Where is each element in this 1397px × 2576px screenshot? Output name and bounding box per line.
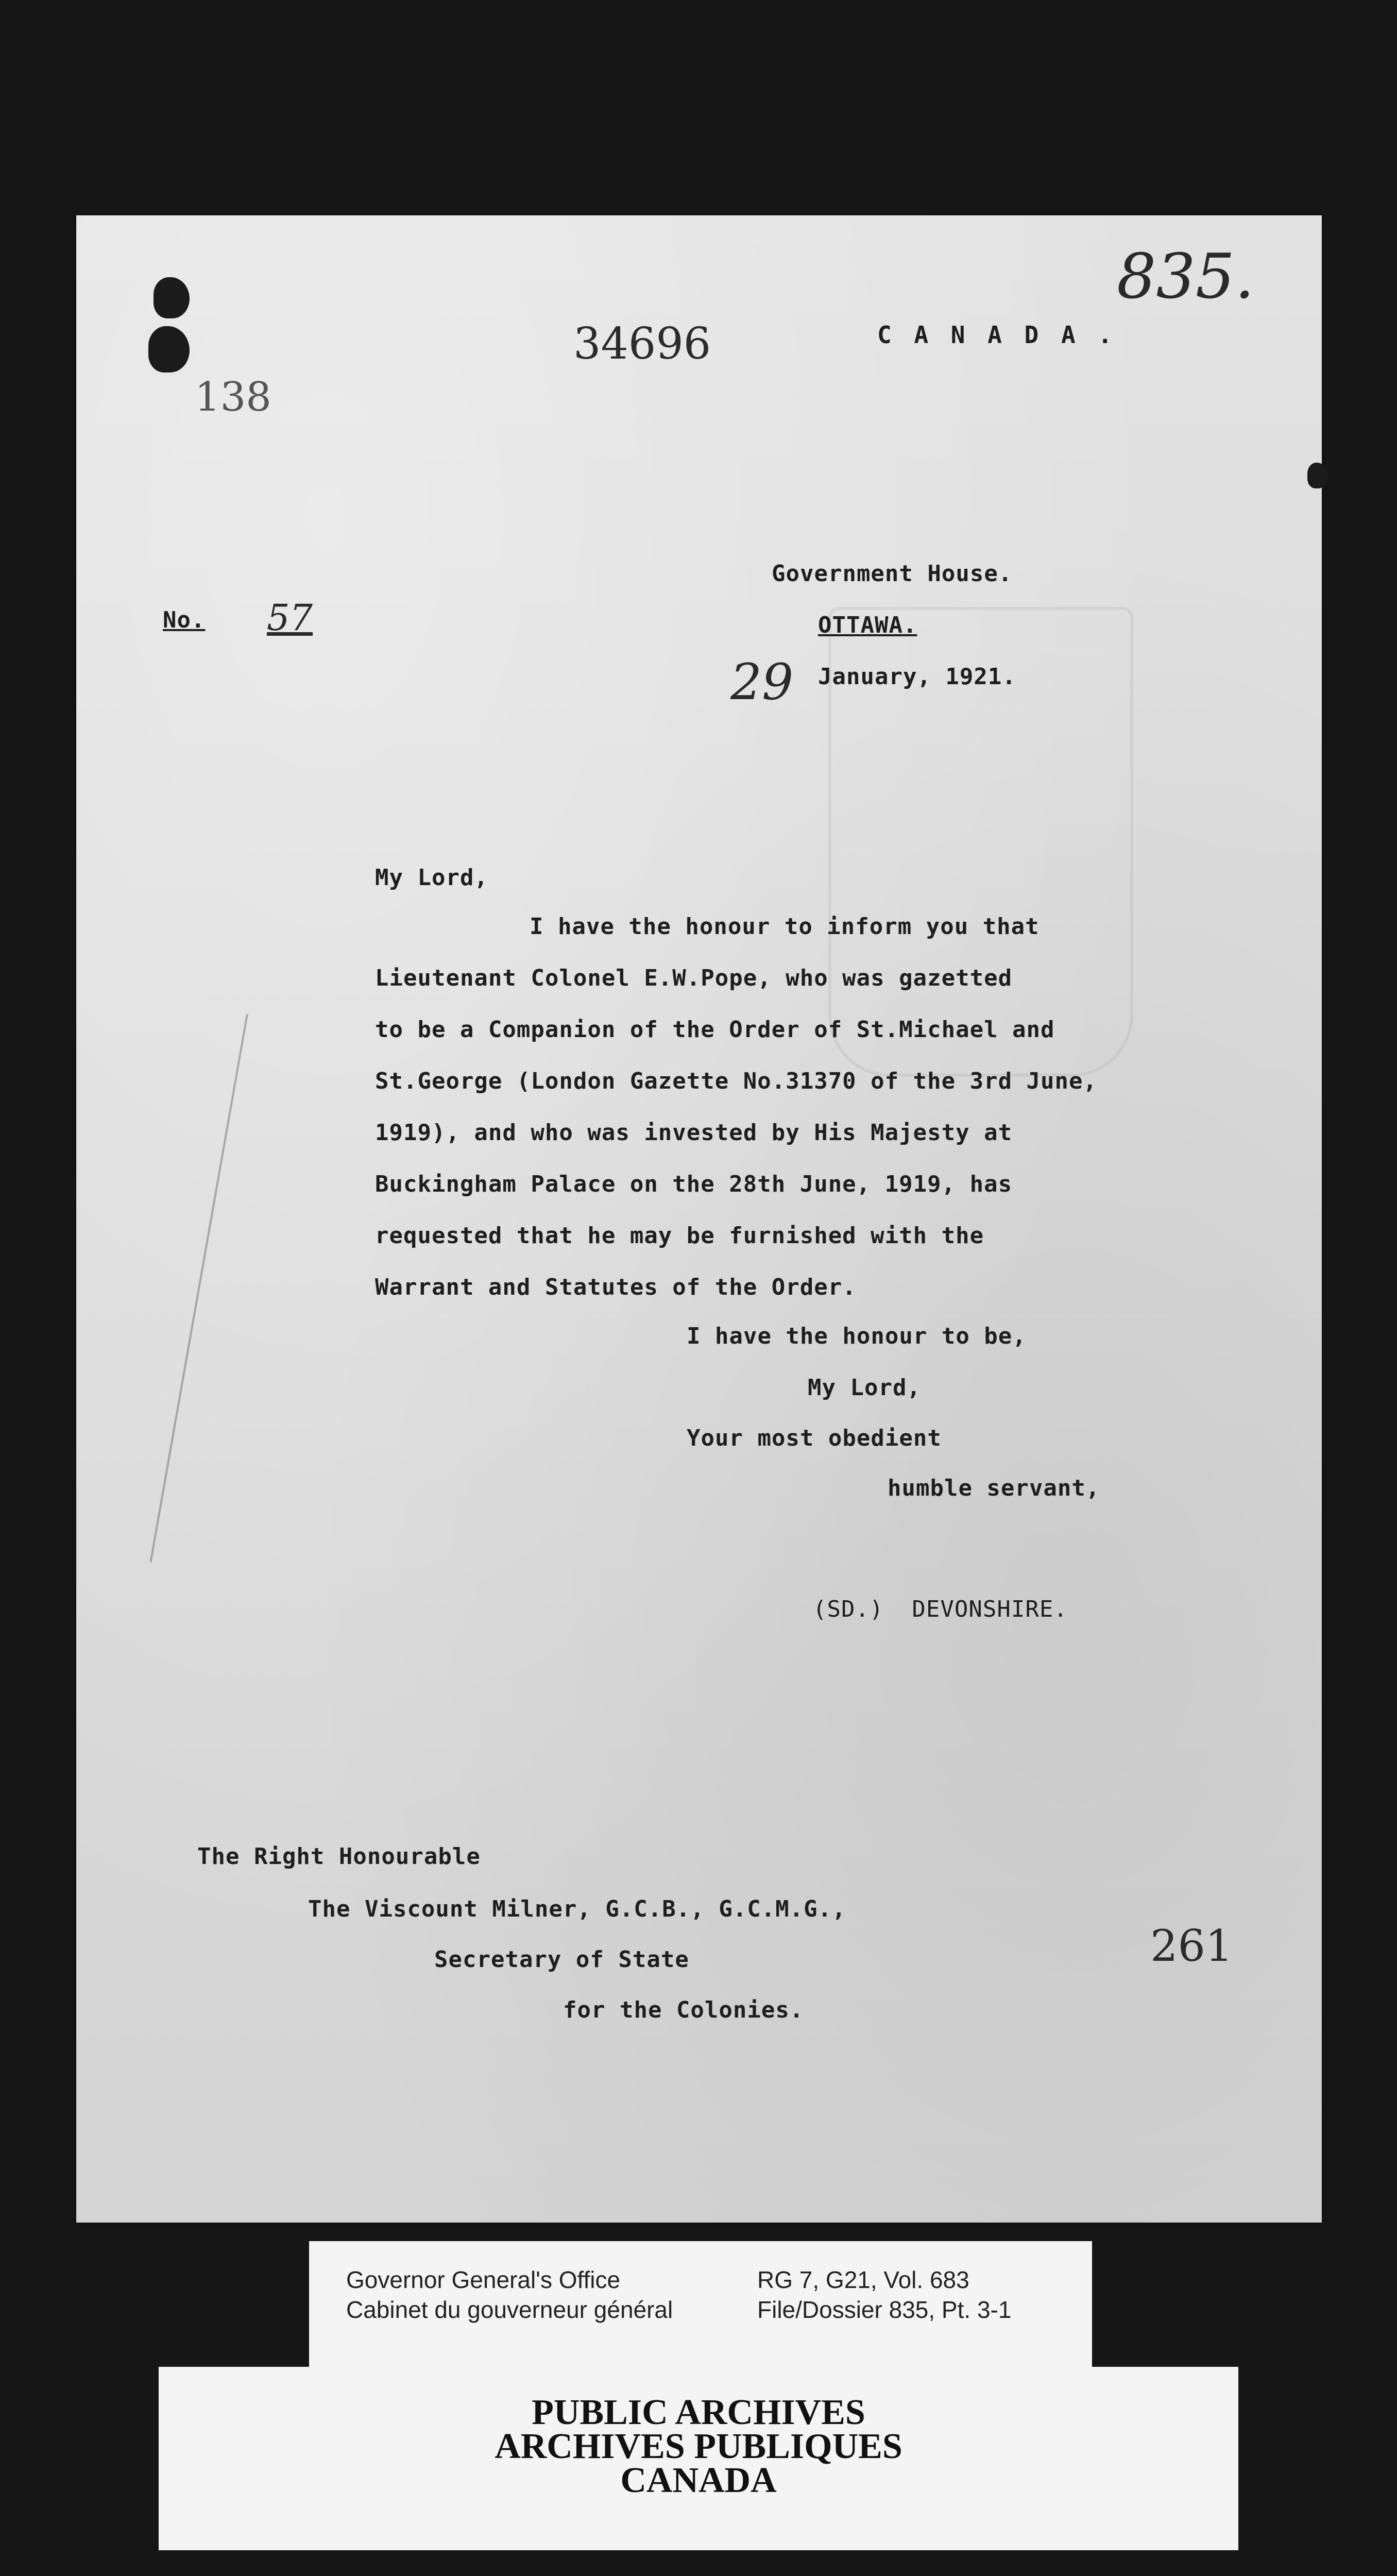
body-line: Buckingham Palace on the 28th June, 1919, has — [375, 1171, 1013, 1197]
handwritten-day: 29 — [730, 653, 794, 711]
punch-hole — [148, 326, 190, 372]
address-date: January, 1921. — [818, 664, 1016, 690]
address-line-1: Government House. — [772, 561, 1013, 587]
body-line: requested that he may be furnished with the — [375, 1223, 984, 1249]
body-line: Lieutenant Colonel E.W.Pope, who was gazetted — [375, 965, 1013, 991]
page-edge-tear — [1307, 463, 1328, 488]
archive-title-en: PUBLIC ARCHIVES — [532, 2393, 865, 2432]
pencil-mark — [149, 1014, 248, 1562]
body-line: St.George (London Gazette No.31370 of the 3rd June, — [375, 1068, 1098, 1094]
addressee-line: Secretary of State — [434, 1946, 689, 1973]
archive-title-fr: ARCHIVES PUBLIQUES — [495, 2427, 902, 2466]
label-notch — [1092, 2305, 1238, 2367]
closing-line: humble servant, — [888, 1475, 1100, 1501]
reference-label: No. — [163, 607, 206, 633]
page-mark-left: 138 — [195, 374, 271, 420]
body-line: Warrant and Statutes of the Order. — [375, 1274, 857, 1300]
archive-file: File/Dossier 835, Pt. 3-1 — [757, 2296, 1012, 2323]
handwritten-file-number: 835. — [1117, 241, 1255, 313]
addressee-line: for the Colonies. — [563, 1997, 804, 2023]
addressee-line: The Viscount Milner, G.C.B., G.C.M.G., — [308, 1896, 846, 1922]
archive-office-fr: Cabinet du gouverneur général — [346, 2296, 673, 2323]
letter-page — [76, 215, 1322, 2223]
stamp-number: 34696 — [573, 318, 711, 369]
closing-line: Your most obedient — [687, 1425, 942, 1451]
archive-reference: RG 7, G21, Vol. 683 — [757, 2266, 969, 2293]
body-line: I have the honour to inform you that — [530, 913, 1040, 940]
page-number-right: 261 — [1150, 1921, 1233, 1971]
country-heading: C A N A D A . — [877, 321, 1117, 349]
label-notch — [159, 2305, 309, 2367]
body-line: to be a Companion of the Order of St.Michael and — [375, 1016, 1055, 1043]
archive-title-country: CANADA — [620, 2461, 777, 2500]
addressee-line: The Right Honourable — [197, 1843, 481, 1870]
signature: (SD.) DEVONSHIRE. — [813, 1596, 1068, 1622]
body-line: 1919), and who was invested by His Majesty at — [375, 1120, 1013, 1146]
closing-line: My Lord, — [808, 1375, 921, 1401]
archive-office-en: Governor General's Office — [346, 2266, 621, 2293]
punch-hole — [154, 277, 190, 318]
closing-line: I have the honour to be, — [687, 1323, 1027, 1349]
salutation: My Lord, — [375, 865, 488, 891]
reference-number: 57 — [267, 597, 313, 639]
address-line-2: OTTAWA. — [818, 612, 917, 638]
